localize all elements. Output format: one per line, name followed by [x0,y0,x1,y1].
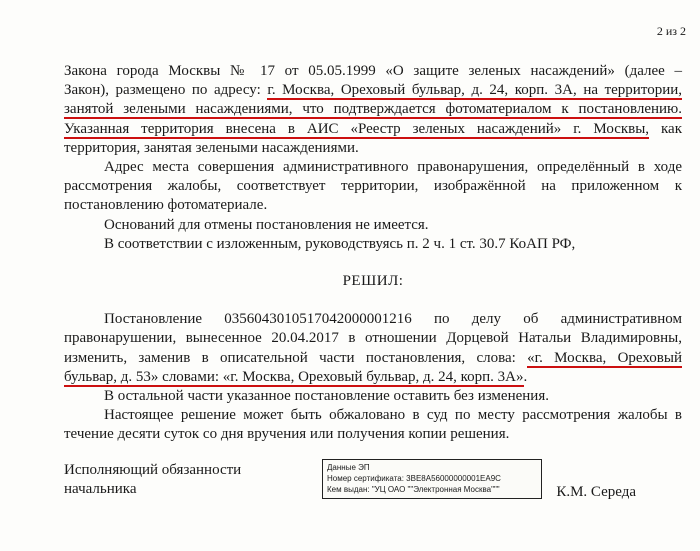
text-line [64,100,682,119]
text-line: постановлению фотоматериале. [64,197,268,214]
stamp-cert: Номер сертификата: 3BE8A56000000001EA9C [327,474,501,483]
underlined-text: «г. Москва, Ореховый [527,349,682,366]
text-line: В остальной части указанное постановление оставить без изменения. [104,388,549,405]
stamp-title: Данные ЭП [327,463,370,472]
underlined-address: г. Москва, Ореховый бульвар, д. 24, корп. 3А, на территории, [267,82,682,99]
document-body [64,62,682,445]
text-line: рассмотрения жалобы, соответствует территории, изображённой на приложенном к [64,178,682,195]
signatory-position: Исполняющий обязанности начальника [64,462,242,497]
text-line: Адрес места совершения административного правонарушения, определённый в ходе [104,159,682,176]
page-number: 2 из 2 [656,24,686,38]
text-line: Закон), размещено по адресу: г. Москва, Ореховый бульвар, д. 24, корп. 3А, на территории, [64,82,682,99]
underlined-text: занятой зелеными насаждениями, что подтверждается фотоматериалом к постановлению. [64,101,682,118]
text-line: правонарушении, вынесенное 20.04.2017 в отношении Дорцевой Натальи Владимировны, [64,330,682,347]
stamp-issuer: Кем выдан: "УЦ ОАО ""Электронная Москва""" [327,485,500,494]
text-line: В соответствии с изложенным, руководствуясь п. 2 ч. 1 ст. 30.7 КоАП РФ, [104,235,576,252]
text-line: территория, занятая зелеными насаждениями. [64,139,359,156]
decision-heading: РЕШИЛ: [342,273,404,290]
text-line: течение десяти суток со дня вручения или получения копии решения. [64,426,510,443]
underlined-text: бульвар, д. 53» словами: «г. Москва, Ореховый бульвар, д. 24, корп. 3А» [64,368,524,385]
text-line: изменить, заменив в описательной части постановления, слова: «г. Москва, Ореховый [64,349,682,366]
text-line: Настоящее решение может быть обжаловано в суд по месту рассмотрения жалобы в [104,407,682,424]
text-line: Постановление 0356043010517042000001216 по делу об административном [104,311,682,328]
text-line: Закона города Москвы № 17 от 05.05.1999 «О защите зеленых насаждений» (далее – [64,63,682,79]
electronic-signature-stamp [322,459,542,499]
text-line: Указанная территория внесена в АИС «Реестр зеленых насаждений» г. Москвы, как [64,120,682,137]
signatory-name: К.М. Середа [556,484,636,500]
text-line: Оснований для отмены постановления не имеется. [104,216,429,233]
underlined-text: Указанная территория внесена в АИС «Реестр зеленых насаждений» г. Москвы, [64,120,650,137]
text-line: бульвар, д. 53» словами: «г. Москва, Ореховый бульвар, д. 24, корп. 3А». [64,368,528,385]
